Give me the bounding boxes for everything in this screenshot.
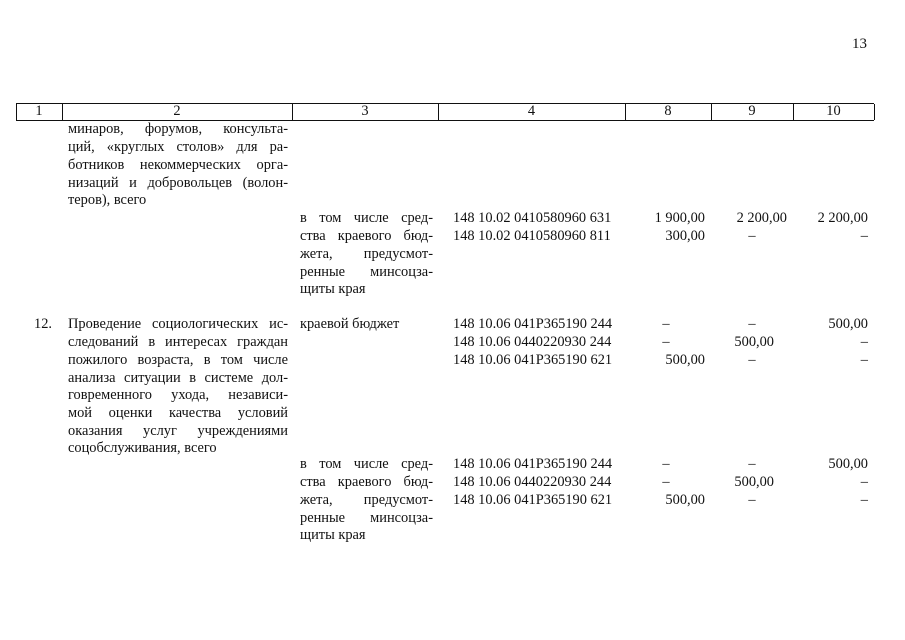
description-line: минаров, форумов, консульта-	[68, 121, 288, 137]
value-col9: –	[748, 316, 756, 332]
budget-code: 148 10.06 041P365190 621	[453, 492, 613, 508]
source-line: жета, предусмот-	[300, 246, 433, 262]
value-col8: –	[662, 474, 670, 490]
description-line: пожилого возраста, в том числе	[68, 352, 288, 368]
value-col10: –	[860, 352, 868, 368]
header-cell: 10	[826, 103, 841, 119]
value-col8: –	[662, 334, 670, 350]
source-line: ренные минсоцза-	[300, 264, 433, 280]
source-line: в том числе сред-	[300, 456, 433, 472]
value-col10: 500,00	[828, 456, 868, 472]
value-col9: 500,00	[734, 334, 774, 350]
budget-code: 148 10.06 041P365190 244	[453, 456, 613, 472]
description-line: ций, «круглых столов» для ра-	[68, 139, 288, 155]
budget-code: 148 10.06 0440220930 244	[453, 334, 612, 350]
header-cell: 9	[748, 103, 756, 119]
header-cell: 2	[173, 103, 181, 119]
description-line: оказания услуг учреждениями	[68, 423, 288, 439]
header-cell: 8	[664, 103, 672, 119]
header-cell: 4	[527, 103, 536, 119]
value-col9: 500,00	[734, 474, 774, 490]
source-line: щиты края	[300, 281, 366, 297]
row-number: 12.	[34, 316, 52, 332]
value-col10: –	[860, 492, 868, 508]
row-12-source: краевой бюджет	[300, 316, 400, 332]
value-col9: –	[748, 456, 756, 472]
description-line: говременного ухода, независи-	[68, 387, 288, 403]
description-line: ботников некоммерческих орга-	[68, 157, 288, 173]
value-col10: –	[860, 474, 868, 490]
value-col8: –	[662, 316, 670, 332]
value-col8: 1 900,00	[654, 210, 705, 226]
value-col10: 500,00	[828, 316, 868, 332]
value-col9: 2 200,00	[736, 210, 787, 226]
source-line: ства краевого бюд-	[300, 228, 433, 244]
value-col9: –	[748, 228, 756, 244]
value-col10: 2 200,00	[817, 210, 868, 226]
budget-code: 148 10.02 0410580960 631	[453, 210, 612, 226]
page-number: 13	[852, 36, 867, 52]
description-line: анализа ситуации в системе дол-	[68, 370, 288, 386]
source-line: ренные минсоцза-	[300, 510, 433, 526]
source-line: щиты края	[300, 527, 366, 543]
description-line: теров), всего	[68, 192, 147, 208]
description-line: следований в интересах граждан	[68, 334, 288, 350]
budget-code: 148 10.02 0410580960 811	[453, 228, 611, 244]
description-line: соцобслуживания, всего	[68, 440, 217, 456]
value-col10: –	[860, 334, 868, 350]
budget-code: 148 10.06 0440220930 244	[453, 474, 612, 490]
value-col8: 500,00	[665, 492, 705, 508]
description-line: мой оценки качества условий	[68, 405, 288, 421]
budget-code: 148 10.06 041P365190 621	[453, 352, 613, 368]
source-line: в том числе сред-	[300, 210, 433, 226]
value-col10: –	[860, 228, 868, 244]
value-col8: –	[662, 456, 670, 472]
value-col8: 300,00	[665, 228, 705, 244]
source-line: жета, предусмот-	[300, 492, 433, 508]
value-col9: –	[748, 352, 756, 368]
header-cell: 1	[35, 103, 43, 119]
value-col8: 500,00	[665, 352, 705, 368]
header-cell: 3	[361, 103, 369, 119]
budget-code: 148 10.06 041P365190 244	[453, 316, 613, 332]
header-divider	[874, 104, 875, 120]
value-col9: –	[748, 492, 756, 508]
source-line: ства краевого бюд-	[300, 474, 433, 490]
description-line: Проведение социологических ис-	[68, 316, 288, 332]
description-line: низаций и добровольцев (волон-	[68, 175, 288, 191]
